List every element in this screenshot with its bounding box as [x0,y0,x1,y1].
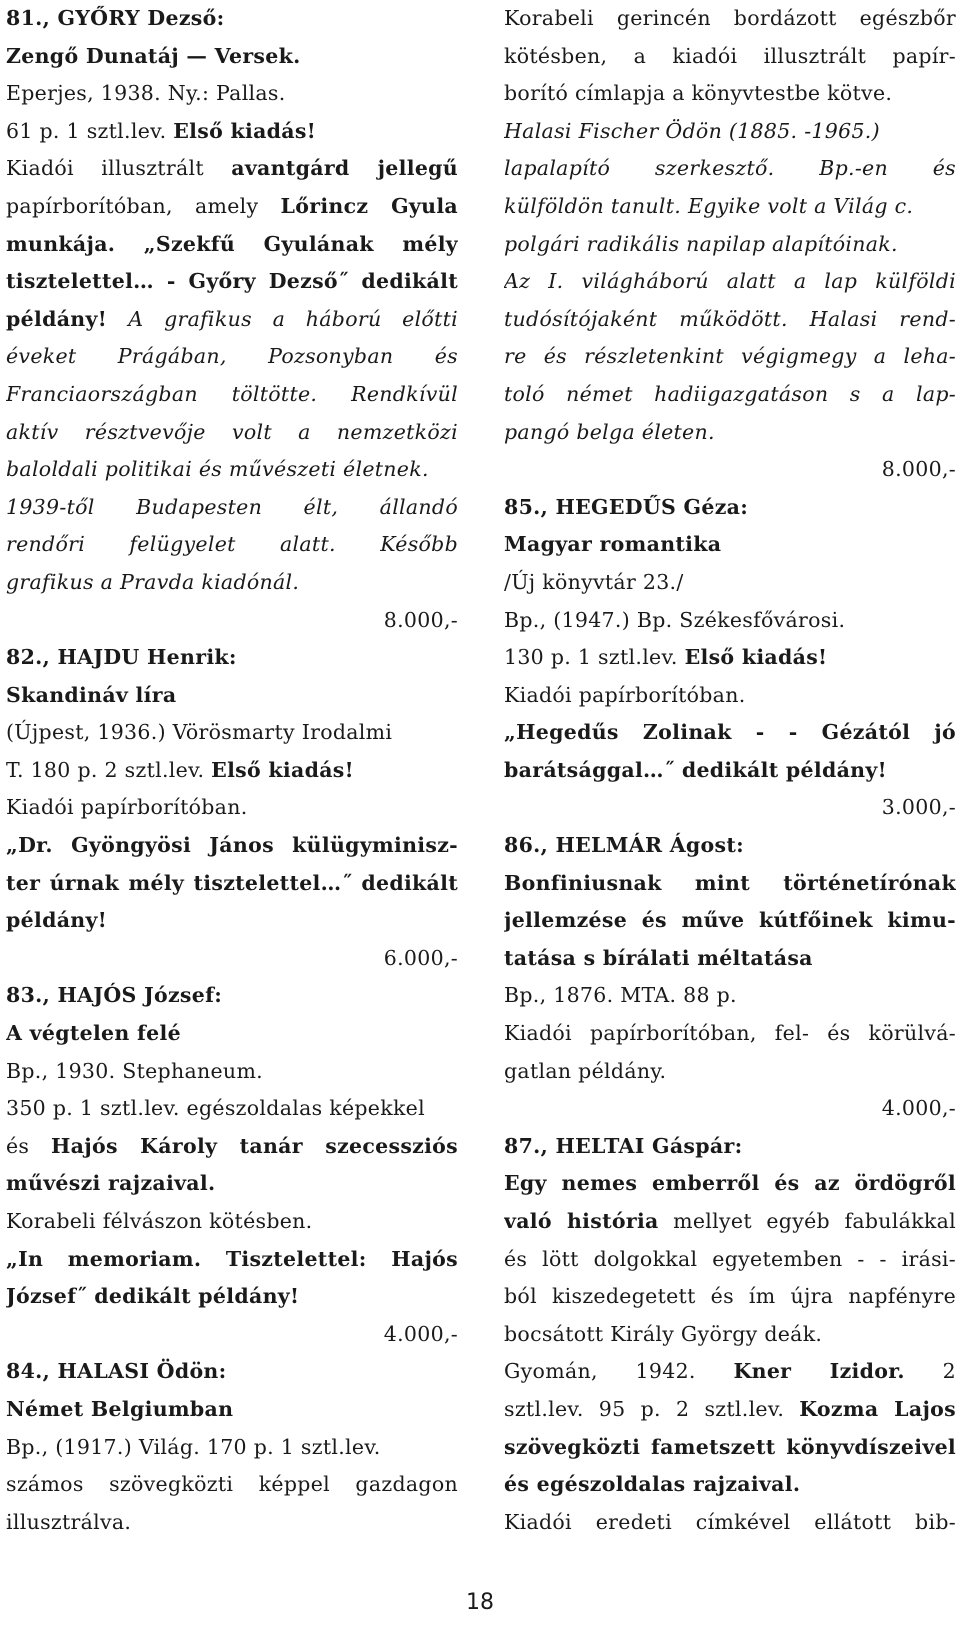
text-line [504,1391,956,1429]
text-line [504,526,956,564]
text-run: 3.000,- [881,795,956,820]
text-line [504,338,956,376]
text-run: A grafikus a háború előtti [128,306,458,331]
text-line [6,1278,458,1316]
text-run: 8.000,- [383,607,458,632]
right-column [504,0,956,1541]
text-line [504,1015,956,1053]
text-line [6,0,458,38]
text-run: Bonfiniusnak mint történetírónak [504,870,956,895]
text-line [6,75,458,113]
text-line [504,1128,956,1166]
text-run: A végtelen felé [6,1021,181,1046]
text-run: Halasi Fischer Ödön (1885. -1965.) [504,118,880,143]
text-run: Skandináv líra [6,682,177,707]
text-run: mellyet egyéb fabulákkal [658,1209,956,1233]
text-run: Franciaországban töltötte. Rendkívül [6,381,458,406]
text-line [504,376,956,414]
text-run: Bp., (1947.) Bp. Székesfővárosi. [504,607,846,632]
text-run: avantgárd jellegű [231,156,458,181]
text-line [504,75,956,113]
text-run: polgári radikális napilap alapítóinak. [504,231,898,256]
text-line [504,0,956,38]
text-run: kötésben, a kiadói illusztrált papír- [504,43,956,68]
text-line [6,526,458,564]
text-line [6,639,458,677]
page-number: 18 [466,1590,494,1615]
text-run: 61 p. 1 sztl.lev. [6,118,174,143]
text-run: Kiadói papírborítóban. [6,795,248,820]
text-line [6,150,458,188]
text-run: és [6,1133,52,1158]
text-line [504,1316,956,1354]
text-run: Egy nemes emberről és az ördögről [504,1171,956,1196]
text-line [504,489,956,527]
text-line [504,38,956,76]
text-line [6,789,458,827]
text-run: Zengő Dunatáj — Versek. [6,43,301,68]
text-run: Korabeli gerincén bordázott egészbőr [504,6,956,30]
text-run: Korabeli félvászon kötésben. [6,1209,313,1233]
text-run: gatlan példány. [504,1058,667,1083]
text-run: Gyomán, 1942. [504,1359,734,1384]
text-run: /Új könyvtár 23./ [504,569,684,594]
text-line [504,263,956,301]
text-line [504,1090,956,1128]
text-run: és egészoldalas rajzaival. [504,1472,801,1497]
text-line [504,1165,956,1203]
text-run: külföldön tanult. Egyike volt a Világ c. [504,193,914,218]
text-run: grafikus a Pravda kiadónál. [6,569,300,594]
text-line [504,677,956,715]
text-line [6,414,458,452]
text-line [6,1241,458,1279]
text-line [504,226,956,264]
text-line [504,1203,956,1241]
text-line [6,1353,458,1391]
text-line [6,301,458,339]
text-run: „Dr. Gyöngyösi János külügyminisz- [6,833,458,858]
text-run: barátsággal…˝ dedikált példány! [504,757,887,782]
text-run: (Újpest, 1936.) Vörösmarty Irodalmi [6,720,393,745]
text-line [6,564,458,602]
text-run: aktív résztvevője volt a nemzetközi [6,419,458,444]
text-line [6,489,458,527]
text-line [504,451,956,489]
text-run: művészi rajzaival. [6,1171,216,1196]
text-line [504,113,956,151]
text-line [6,1316,458,1354]
text-line [504,714,956,752]
text-run: Az I. világháború alatt a lap külföldi [504,269,956,294]
text-line [6,188,458,226]
text-line [504,639,956,677]
text-run: számos szövegközti képpel gazdagon [6,1472,458,1497]
text-line [6,263,458,301]
text-line [504,902,956,940]
text-run: tatása s bírálati méltatása [504,945,813,970]
text-run: való história [504,1209,659,1233]
text-line [6,1053,458,1091]
text-run: „Hegedűs Zolinak - - Gézától jó [504,720,956,745]
text-run: 130 p. 1 sztl.lev. [504,645,685,670]
text-run: Német Belgiumban [6,1396,234,1421]
text-run: 86., HELMÁR Ágost: [504,833,745,858]
text-line [6,1504,458,1542]
text-line [6,376,458,414]
text-line [6,1128,458,1166]
text-run: Magyar romantika [504,532,722,557]
text-run: munkája. „Szekfű Gyulának mély [6,231,458,256]
text-run: 4.000,- [881,1096,956,1121]
text-run: Eperjes, 1938. Ny.: Pallas. [6,81,286,106]
text-line [6,1203,458,1241]
text-run: illusztrálva. [6,1509,132,1534]
text-run: papírborítóban, amely [6,193,281,218]
text-run: pangó belga életen. [504,419,715,444]
text-line [504,564,956,602]
text-run: re és részletenkint végigmegy a leha- [504,344,956,369]
text-run: Kozma Lajos [799,1396,956,1421]
text-run: Bp., 1930. Stephaneum. [6,1058,263,1083]
text-line [6,714,458,752]
text-line [504,1241,956,1279]
text-run: József˝ dedikált példány! [6,1284,300,1309]
text-run: Kner Izidor. [733,1359,905,1384]
text-run: jellemzése és műve kútfőinek kimu- [504,908,956,933]
text-line [504,789,956,827]
text-line [6,1429,458,1467]
text-run: Lőrincz Gyula [280,193,458,218]
text-run: bocsátott Király György deák. [504,1321,823,1346]
text-run: 2 [904,1359,956,1384]
left-column [6,0,458,1541]
text-line [6,1165,458,1203]
text-run: Első kiadás! [173,118,317,143]
text-line [504,865,956,903]
text-line [504,940,956,978]
text-run: tisztelettel… - Győry Dezső˝ dedikált [6,269,458,294]
text-run: és lött dolgokkal egyetemben - - irási- [504,1246,956,1271]
text-line [504,1053,956,1091]
text-run: rendőri felügyelet alatt. Később [6,532,458,557]
text-run: 350 p. 1 sztl.lev. egészoldalas képekkel [6,1096,425,1121]
text-line [6,451,458,489]
text-run: példány! [6,908,107,933]
text-line [504,1466,956,1504]
text-run: 84., HALASI Ödön: [6,1359,227,1384]
text-line [6,827,458,865]
text-run: példány! [6,306,129,331]
text-run: 87., HELTAI Gáspár: [504,1133,743,1158]
text-line [504,1353,956,1391]
text-run: ból kiszedegetett és ím újra napfényre [504,1284,956,1309]
text-line [6,226,458,264]
text-run: 4.000,- [383,1321,458,1346]
text-run: éveket Prágában, Pozsonyban és [6,344,458,369]
text-line [504,1504,956,1542]
text-line [504,301,956,339]
text-line [6,338,458,376]
text-line [504,1429,956,1467]
text-line [6,1090,458,1128]
text-run: ter úrnak mély tisztelettel…˝ dedikált [6,870,458,895]
text-run: T. 180 p. 2 sztl.lev. [6,757,212,782]
text-line [504,188,956,226]
text-line [504,1278,956,1316]
text-run: Kiadói papírborítóban. [504,682,746,707]
text-line [504,752,956,790]
text-line [504,414,956,452]
text-run: 83., HAJÓS József: [6,983,223,1008]
text-run: 6.000,- [383,945,458,970]
text-run: Első kiadás! [684,645,828,670]
text-line [6,38,458,76]
text-line [6,752,458,790]
text-run: Bp., (1917.) Világ. 170 p. 1 sztl.lev. [6,1434,381,1459]
text-run: Kiadói eredeti címkével ellátott bib- [504,1509,956,1534]
text-run: 1939-től Budapesten élt, állandó [6,494,458,519]
text-run: Bp., 1876. MTA. 88 p. [504,983,737,1008]
text-line [504,150,956,188]
text-run: lapalapító szerkesztő. Bp.-en és [504,156,956,181]
text-line [6,1391,458,1429]
text-run: Kiadói illusztrált [6,156,232,181]
text-line [6,602,458,640]
text-line [6,677,458,715]
text-line [6,113,458,151]
text-run: tudósítójaként működött. Halasi rend- [504,306,956,331]
text-run: 85., HEGEDŰS Géza: [504,494,749,519]
text-run: sztl.lev. 95 p. 2 sztl.lev. [504,1396,800,1421]
text-line [6,1466,458,1504]
text-run: borító címlapja a könyvtestbe kötve. [504,81,893,106]
text-line [6,1015,458,1053]
text-line [6,902,458,940]
text-line [6,865,458,903]
text-run: 81., GYŐRY Dezső: [6,6,225,30]
text-line [6,940,458,978]
text-line [504,602,956,640]
text-line [6,977,458,1015]
text-line [504,977,956,1015]
text-run: 82., HAJDU Henrik: [6,645,237,670]
text-line [504,827,956,865]
text-run: Hajós Károly tanár szecessziós [51,1133,458,1158]
text-run: Kiadói papírborítóban, fel- és körülvá- [504,1021,956,1046]
text-run: „In memoriam. Tisztelettel: Hajós [6,1246,458,1271]
text-run: 8.000,- [881,457,956,482]
text-run: Első kiadás! [211,757,354,782]
text-run: toló német hadiigazgatáson s a lap- [504,381,956,406]
text-run: szövegközti fametszett könyvdíszeivel [504,1434,956,1459]
text-run: baloldali politikai és művészeti életnek. [6,457,429,482]
